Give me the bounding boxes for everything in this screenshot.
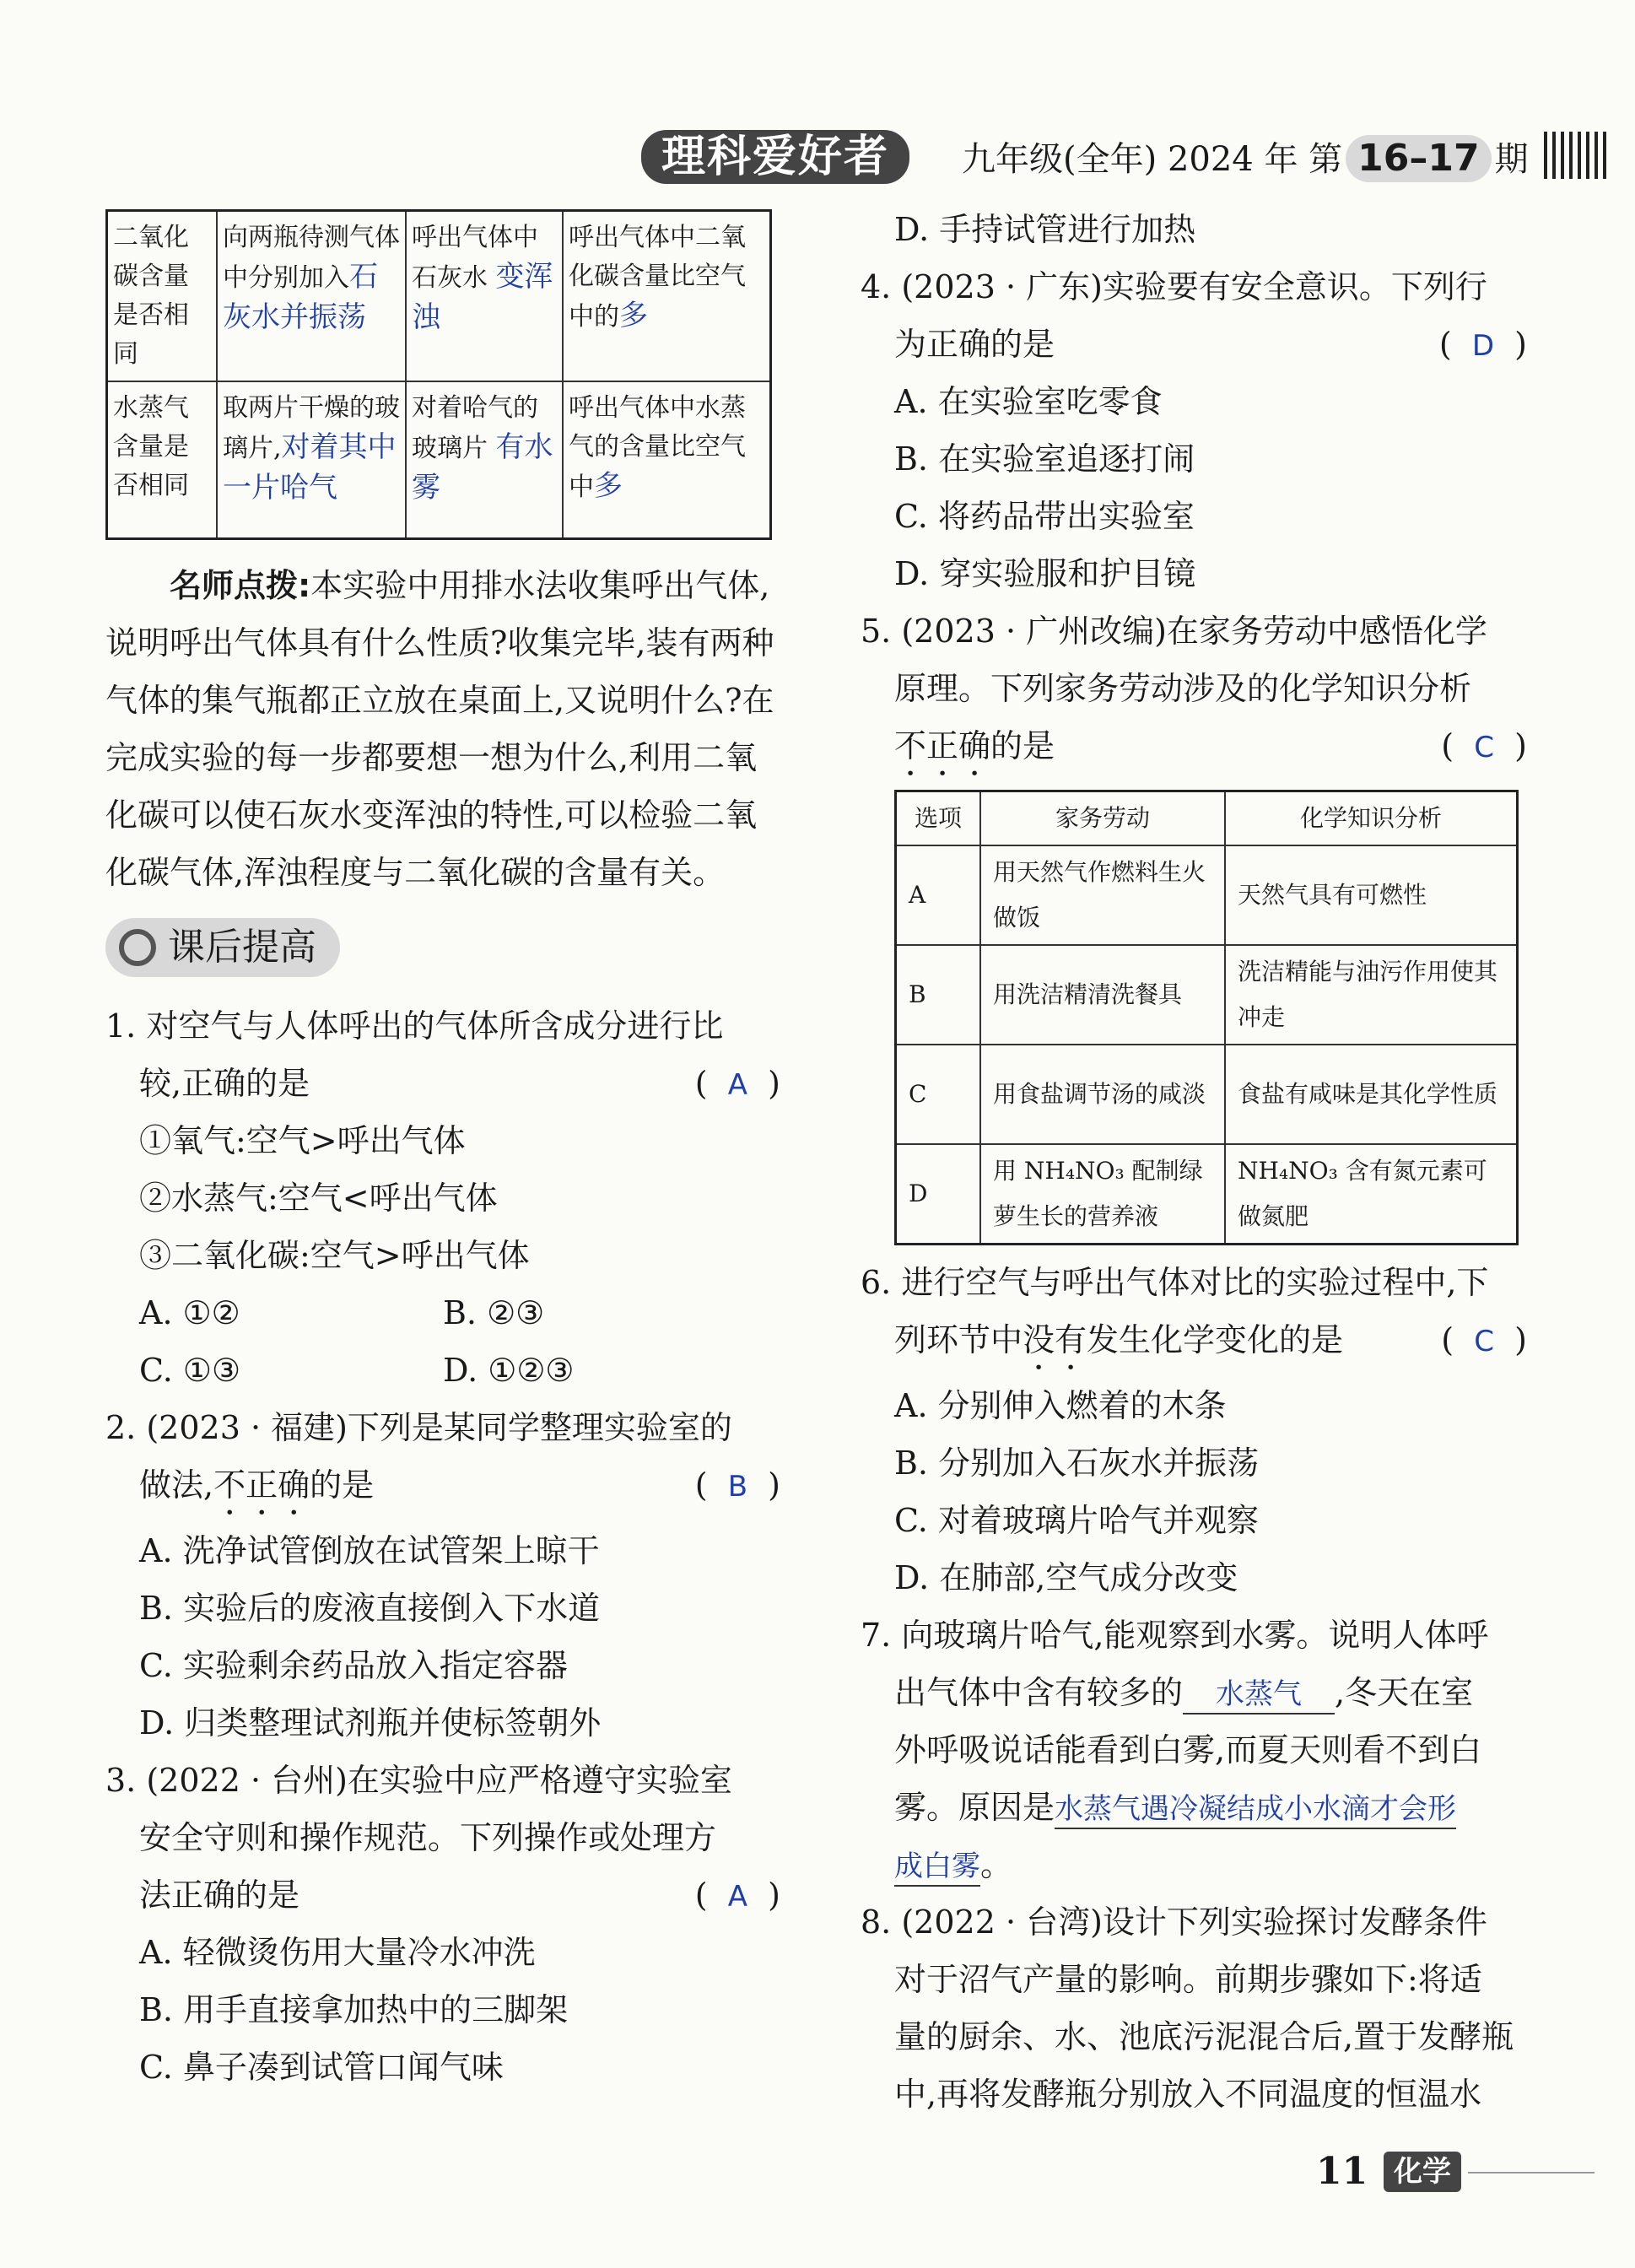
- option: D. 穿实验服和护目镜: [894, 555, 1196, 592]
- answer: 有水雾: [412, 430, 553, 505]
- question-8: 8. (2022 · 台湾)设计下列实验探讨发酵条件 对于沼气产量的影响。前期步骤如下:将适 量的厨余、水、池底污泥混合后,置于发酵瓶 中,再将发酵瓶分别放入不同温度的恒温水: [861, 1904, 1514, 2113]
- option: C. 鼻子凑到试管口闻气味: [139, 2048, 504, 2086]
- table-cell: 呼出气体中石灰水 变浑浊: [406, 211, 563, 382]
- column-header: 家务劳动: [980, 791, 1225, 846]
- answer: 多: [594, 469, 623, 503]
- option: B. 实验后的废液直接倒入下水道: [139, 1589, 601, 1627]
- table-cell: 食盐有咸味是其化学性质: [1225, 1045, 1518, 1144]
- section-banner: 课后提高: [105, 918, 340, 977]
- tip-label: 名师点拨:: [170, 566, 311, 604]
- option: C. 实验剩余药品放入指定容器: [139, 1646, 568, 1684]
- page-number: 11: [1316, 2150, 1368, 2193]
- table-row: [107, 211, 771, 382]
- option: C. 对着玻璃片哈气并观察: [894, 1502, 1259, 1539]
- option: D. 手持试管进行加热: [894, 211, 1196, 248]
- column-header: 选项: [896, 791, 981, 846]
- table-cell: 天然气具有可燃性: [1225, 845, 1518, 945]
- qi: 期: [1494, 140, 1529, 179]
- option: B. ②③: [443, 1293, 545, 1331]
- answer: 成白雾: [894, 1850, 980, 1883]
- gear-icon: [119, 929, 156, 966]
- option: B. 分别加入石灰水并振荡: [894, 1444, 1260, 1482]
- teacher-tip: [105, 557, 780, 901]
- option: D. 在肺部,空气成分改变: [894, 1559, 1238, 1596]
- question-7: 7. 向玻璃片哈气,能观察到水雾。说明人体呼 出气体中含有较多的 水蒸气 ,冬天在室 外呼吸说话能看到白雾,而夏天则看不到白 雾。原因是水蒸气遇冷凝结成小水滴才会形 成白雾。: [861, 1606, 1527, 1893]
- option: D. 归类整理试剂瓶并使标签朝外: [139, 1704, 602, 1742]
- table-cell: NH₄NO₃ 含有氮元素可做氮肥: [1225, 1144, 1518, 1245]
- brand-logo: 理科爱好者: [641, 130, 909, 184]
- question-5: 5. (2023 · 广州改编)在家务劳动中感悟化学 原理。下列家务劳动涉及的化学知识分析 不正确的是 ( C ) 选项 家务劳动 化学知识分析 A 用天然气作燃料生火做饭 天然气具有可燃性 B 用洗洁精清洗餐具 洗洁精能与油污作用使其冲走 C 用食盐调节汤的咸淡 食盐有咸味是其化学性质 D 用 NH₄NO₃ 配制绿萝生长的营养液 NH₄NO₃ 含有氮元素可做氮肥: [861, 602, 1527, 1245]
- table-cell: D: [896, 1144, 981, 1245]
- answer: C: [1474, 1325, 1495, 1358]
- table-row: [896, 1144, 1518, 1245]
- answer: 对着其中一片哈气: [223, 430, 397, 505]
- option: A. ①②: [139, 1293, 240, 1331]
- answer: C: [1474, 731, 1495, 764]
- list-item: ③二氧化碳:空气>呼出气体: [139, 1236, 530, 1274]
- table-cell: 用食盐调节汤的咸淡: [980, 1045, 1225, 1144]
- table-cell: B: [896, 945, 981, 1045]
- table-cell: 呼出气体中水蒸气的含量比空气中多: [563, 381, 771, 538]
- option: C. 将药品带出实验室: [894, 498, 1195, 535]
- table-cell: 呼出气体中二氧化碳含量比空气中的多: [563, 211, 771, 382]
- grade: 九年级(全年): [962, 140, 1157, 179]
- table-cell: 对着哈气的玻璃片 有水雾: [406, 381, 563, 538]
- table-cell: 洗洁精能与油污作用使其冲走: [1225, 945, 1518, 1045]
- table-cell: 用天然气作燃料生火做饭: [980, 845, 1225, 945]
- left-column: [105, 209, 780, 2096]
- option: C. ①③: [139, 1351, 241, 1389]
- option: B. 用手直接拿加热中的三脚架: [139, 1990, 569, 2028]
- answer: B: [727, 1469, 748, 1504]
- footer-divider: [1468, 2172, 1595, 2174]
- table-row: [896, 945, 1518, 1045]
- option: A. 轻微烫伤用大量冷水冲洗: [139, 1933, 536, 1971]
- list-item: ①氧气:空气>呼出气体: [139, 1121, 466, 1159]
- question-1: 1. 对空气与人体呼出的气体所含成分进行比 较,正确的是 ( A ) ①氧气:空气>呼出气体 ②水蒸气:空气<呼出气体 ③二氧化碳:空气>呼出气体 A. ①② B. ②③ C. ①③ D. ①②③: [105, 997, 780, 1399]
- answer: 多: [619, 299, 648, 332]
- answer: 水蒸气: [1216, 1677, 1303, 1711]
- experiment-table: [105, 209, 772, 540]
- table-row: [896, 1045, 1518, 1144]
- subject-tag: 化学: [1384, 2152, 1461, 2192]
- table-cell: A: [896, 845, 981, 945]
- option: A. 洗净试管倒放在试管架上晾干: [139, 1531, 600, 1569]
- right-column: [861, 201, 1527, 2123]
- table-cell: C: [896, 1045, 981, 1144]
- year: 2024 年: [1167, 140, 1298, 179]
- table-row: [107, 381, 771, 538]
- issue-info: [962, 135, 1529, 183]
- answer: A: [727, 1879, 748, 1914]
- question-4: 4. (2023 · 广东)实验要有安全意识。下列行 为正确的是 ( D ) A. 在实验室吃零食 B. 在实验室追逐打闹 C. 将药品带出实验室 D. 穿实验服和护目镜: [861, 258, 1527, 602]
- question-3: 3. (2022 · 台州)在实验中应严格遵守实验室 安全守则和操作规范。下列操作或处理方 法正确的是 ( A ) A. 轻微烫伤用大量冷水冲洗 B. 用手直接拿加热中的三脚架 C. 鼻子凑到试管口闻气味: [105, 1752, 780, 2096]
- answer: D: [1471, 329, 1495, 363]
- answer: 石灰水并振荡: [223, 260, 378, 334]
- table-cell: 向两瓶待测气体中分别加入石灰水并振荡: [217, 211, 406, 382]
- tip-text: 本实验中用排水法收集呼出气体,说明呼出气体具有什么性质?收集完毕,装有两种气体的集气瓶都正立放在桌面上,又说明什么?在完成实验的每一步都要想一想为什么,利用二氧化碳可以使石灰水变浑浊的特性,可以检验二氧化碳气体,浑浊程度与二氧化碳的含量有关。: [105, 566, 774, 891]
- table-row: [896, 845, 1518, 945]
- answer: 水蒸气遇冷凝结成小水滴才会形: [1055, 1792, 1457, 1826]
- page-header: [641, 127, 1611, 191]
- answer: A: [727, 1067, 748, 1102]
- table-cell: 用 NH₄NO₃ 配制绿萝生长的营养液: [980, 1144, 1225, 1245]
- table-cell: 取两片干燥的玻璃片,对着其中一片哈气: [217, 381, 406, 538]
- list-item: ②水蒸气:空气<呼出气体: [139, 1179, 498, 1217]
- option: A. 分别伸入燃着的木条: [894, 1387, 1227, 1424]
- header-stripes: [1544, 132, 1611, 179]
- question-2: 2. (2023 · 福建)下列是某同学整理实验室的 做法,不正确的是 ( B ) A. 洗净试管倒放在试管架上晾干 B. 实验后的废液直接倒入下水道 C. 实验剩余药品放入指定容器 D. 归类整理试剂瓶并使标签朝外: [105, 1399, 780, 1752]
- answer: 变浑浊: [412, 260, 553, 334]
- issue-number: 16–17: [1346, 135, 1491, 182]
- analysis-table: [894, 790, 1519, 1245]
- option: A. 在实验室吃零食: [894, 383, 1163, 420]
- di: 第: [1309, 140, 1343, 179]
- option: D. ①②③: [443, 1351, 575, 1389]
- table-cell: 用洗洁精清洗餐具: [980, 945, 1225, 1045]
- page-footer: [1316, 2150, 1620, 2200]
- table-header-row: [896, 791, 1518, 846]
- table-cell: 水蒸气含量是否相同: [107, 381, 218, 538]
- table-cell: 二氧化碳含量是否相同: [107, 211, 218, 382]
- question-6: 6. 进行空气与呼出气体对比的实验过程中,下 列环节中没有发生化学变化的是 ( C ) A. 分别伸入燃着的木条 B. 分别加入石灰水并振荡 C. 对着玻璃片哈气并观察 D. 在肺部,空气成分改变: [861, 1254, 1527, 1606]
- option: B. 在实验室追逐打闹: [894, 440, 1195, 478]
- column-header: 化学知识分析: [1225, 791, 1518, 846]
